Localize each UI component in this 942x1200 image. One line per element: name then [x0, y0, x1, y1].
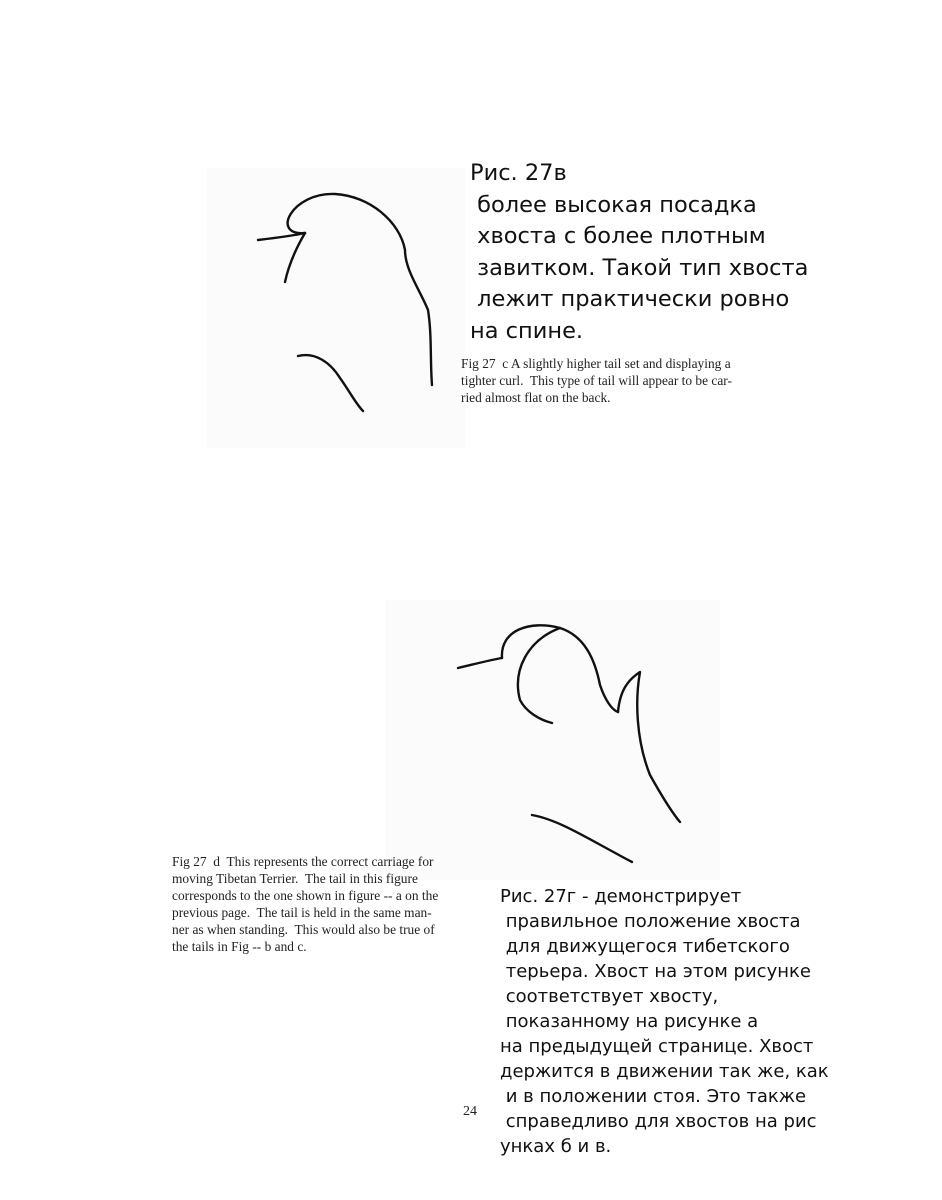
figure-27d-caption-en: Fig 27 d This represents the correct carriage for moving Tibetan Terrier. The tail in this figure corresponds to the one shown in figure -- a on the previous page. The tail is held in the same man- ner as when standing. This would also be true of the tails in Fig -- b and c.	[172, 854, 439, 954]
page-number: 24	[463, 1104, 477, 1119]
figure-27d-back-line	[458, 658, 502, 668]
figure-27d-body-line	[618, 672, 680, 822]
figure-27d-tail-curl-inner	[518, 628, 560, 723]
figure-27c-caption-en: Fig 27 c A slightly higher tail set and displaying a tighter curl. This type of tail will appear to be car- ried almost flat on the back.	[461, 356, 732, 405]
figure-27c-caption-ru: Рис. 27в более высокая посадка хвоста с более плотным завитком. Такой тип хвоста лежит практически ровно на спине.	[470, 160, 809, 344]
figure-27d-leg-line	[532, 815, 632, 862]
figure-27d-caption-ru: Рис. 27г - демонстрирует правильное положение хвоста для движущегося тибетского терьера. Хвост на этом рисунке соответствует хвосту, показанному на рисунке а на предыдущей странице. Хвост держится в движении так же, как и в положении стоя. Это также справедливо для хвостов на рис унках б и в.	[500, 886, 829, 1157]
